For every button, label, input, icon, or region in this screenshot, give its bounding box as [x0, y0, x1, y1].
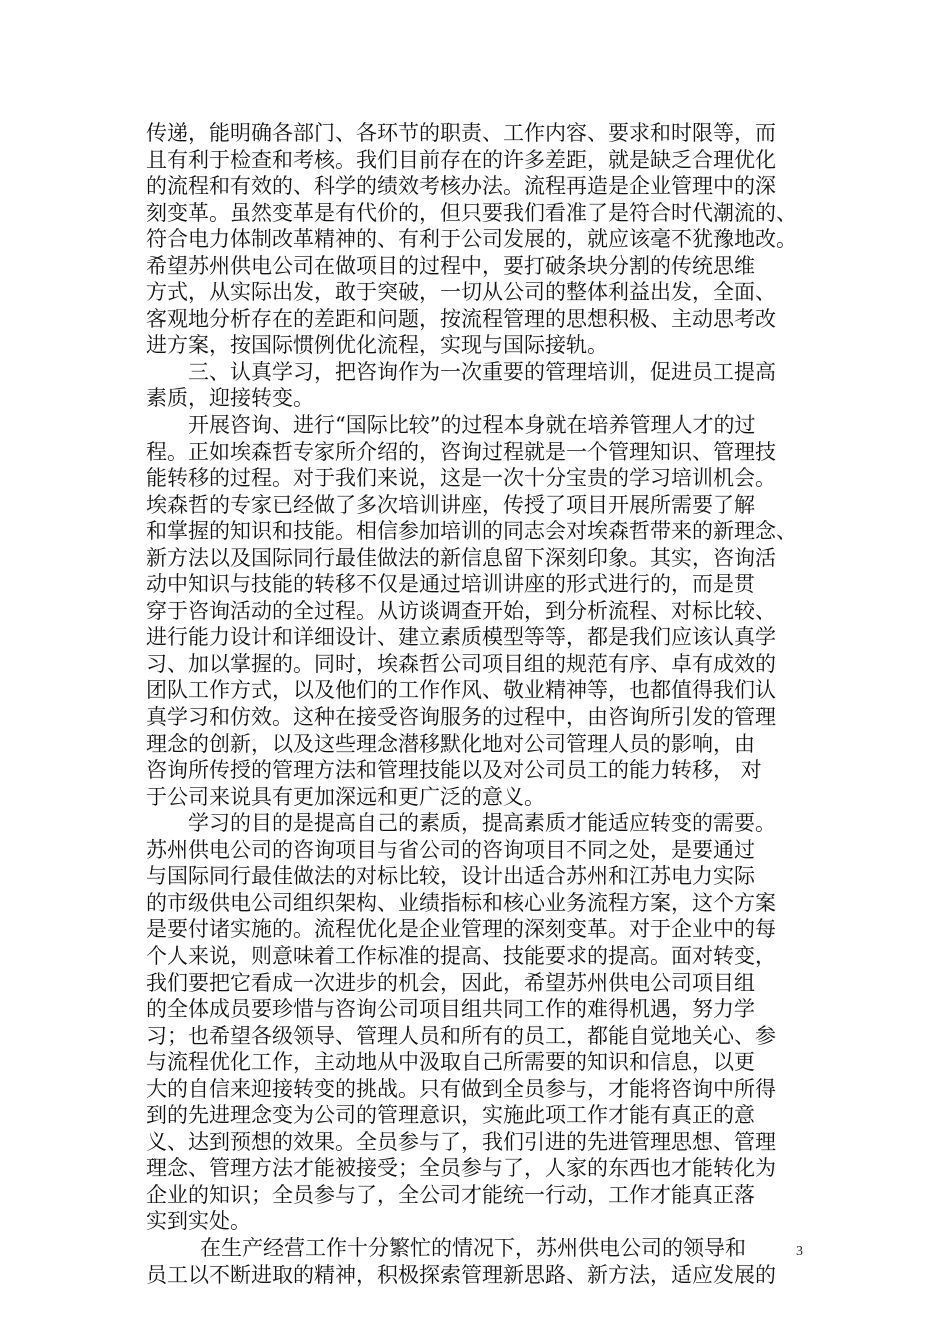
text-line: 理念、管理方法才能被接受；全员参与了，人家的东西也才能转化为: [146, 1156, 776, 1181]
paragraph: [146, 412, 810, 810]
text-line: 真学习和仿效。这种在接受咨询服务的过程中，由咨询所引发的管理: [146, 705, 776, 730]
text-line: 素质，迎接转变。: [146, 386, 314, 411]
text-line: 客观地分析存在的差距和问题，按流程管理的思想积极、主动思考改: [146, 306, 776, 331]
text-line: 程。正如埃森哲专家所介绍的，咨询过程就是一个管理知识、管理技: [146, 439, 776, 464]
text-line: 的全体成员要珍惜与咨询公司项目组共同工作的难得机遇，努力学: [146, 997, 755, 1022]
text-line: 符合电力体制改革精神的、有利于公司发展的，就应该毫不犹豫地改。: [146, 227, 797, 252]
text-line: 进行能力设计和详细设计、建立素质模型等等，都是我们应该认真学: [146, 625, 776, 650]
text-line: 的流程和有效的、科学的绩效考核办法。流程再造是企业管理中的深: [146, 174, 776, 199]
text-line: 义、达到预想的效果。全员参与了，我们引进的先进管理思想、管理: [146, 1129, 776, 1154]
text-line: 刻变革。虽然变革是有代价的，但只要我们看准了是符合时代潮流的、: [146, 200, 797, 225]
text-line: 穿于咨询活动的全过程。从访谈调查开始，到分析流程、对标比较、: [146, 598, 776, 623]
text-line: 苏州供电公司的咨询项目与省公司的咨询项目不同之处，是要通过: [146, 837, 755, 862]
text-line: 习、加以掌握的。同时，埃森哲公司项目组的规范有序、卓有成效的: [146, 651, 776, 676]
text-line: 我们要把它看成一次进步的机会，因此，希望苏州供电公司项目组: [146, 970, 755, 995]
text-line: 个人来说，则意味着工作标准的提高、技能要求的提高。面对转变，: [146, 943, 776, 968]
text-line: 三、认真学习，把咨询作为一次重要的管理培训，促进员工提高: [188, 359, 776, 384]
text-line: 传递，能明确各部门、各环节的职责、工作内容、要求和时限等，而: [146, 121, 776, 145]
text-line: 企业的知识；全员参与了，全公司才能统一行动，工作才能真正落: [146, 1182, 755, 1207]
paragraph: [146, 120, 810, 359]
text-line: 在生产经营工作十分繁忙的情况下，苏州供电公司的领导和: [200, 1235, 746, 1260]
text-line: 能转移的过程。对于我们来说，这是一次十分宝贵的学习培训机会。: [146, 466, 776, 491]
text-line: 的市级供电公司组织架构、业绩指标和核心业务流程方案，这个方案: [146, 890, 776, 915]
text-line: 理念的创新，以及这些理念潜移默化地对公司管理人员的影响，由: [146, 731, 755, 756]
text-line: 新方法以及国际同行最佳做法的新信息留下深刻印象。其实，咨询活: [146, 545, 776, 570]
paragraph: [146, 1235, 810, 1288]
text-line: 大的自信来迎接转变的挑战。只有做到全员参与，才能将咨询中所得: [146, 1076, 776, 1101]
text-line: 于公司来说具有更加深远和更广泛的意义。: [146, 784, 545, 809]
text-line: 习；也希望各级领导、管理人员和所有的员工，都能自觉地关心、参: [146, 1023, 776, 1048]
text-line: 是要付诸实施的。流程优化是企业管理的深刻变革。对于企业中的每: [146, 917, 776, 942]
text-line: 方式，从实际出发，敢于突破，一切从公司的整体利益出发，全面、: [146, 280, 776, 305]
text-line: 员工以不断进取的精神，积极探索管理新思路、新方法，适应发展的: [146, 1262, 776, 1287]
text-line: 到的先进理念变为公司的管理意识，实施此项工作才能有真正的意: [146, 1103, 755, 1128]
text-line: 咨询所传授的管理方法和管理技能以及对公司员工的能力转移， 对: [146, 758, 762, 783]
text-line: 学习的目的是提高自己的素质，提高素质才能适应转变的需要。: [188, 811, 776, 836]
paragraph: [146, 359, 810, 412]
text-line: 进方案，按国际惯例优化流程，实现与国际接轨。: [146, 333, 608, 358]
text-line: 埃森哲的专家已经做了多次培训讲座，传授了项目开展所需要了解: [146, 492, 755, 517]
text-line: 开展咨询、进行“国际比较”的过程本身就在培养管理人才的过: [188, 413, 756, 438]
text-line: 和掌握的知识和技能。相信参加培训的同志会对埃森哲带来的新理念、: [146, 519, 797, 544]
text-line: 希望苏州供电公司在做项目的过程中，要打破条块分割的传统思维: [146, 253, 755, 278]
text-line: 与国际同行最佳做法的对标比较，设计出适合苏州和江苏电力实际: [146, 864, 755, 889]
text-line: 实到实处。: [146, 1209, 251, 1234]
body-text: [146, 120, 810, 1288]
text-line: 团队工作方式，以及他们的工作作风、敬业精神等，也都值得我们认: [146, 678, 776, 703]
text-line: 动中知识与技能的转移不仅是通过培训讲座的形式进行的，而是贯: [146, 572, 755, 597]
paragraph: [146, 810, 810, 1235]
text-line: 与流程优化工作，主动地从中汲取自己所需要的知识和信息，以更: [146, 1050, 755, 1075]
text-line: 且有利于检查和考核。我们目前存在的许多差距，就是缺乏合理优化: [146, 147, 776, 172]
page-number: 3: [796, 1244, 803, 1259]
